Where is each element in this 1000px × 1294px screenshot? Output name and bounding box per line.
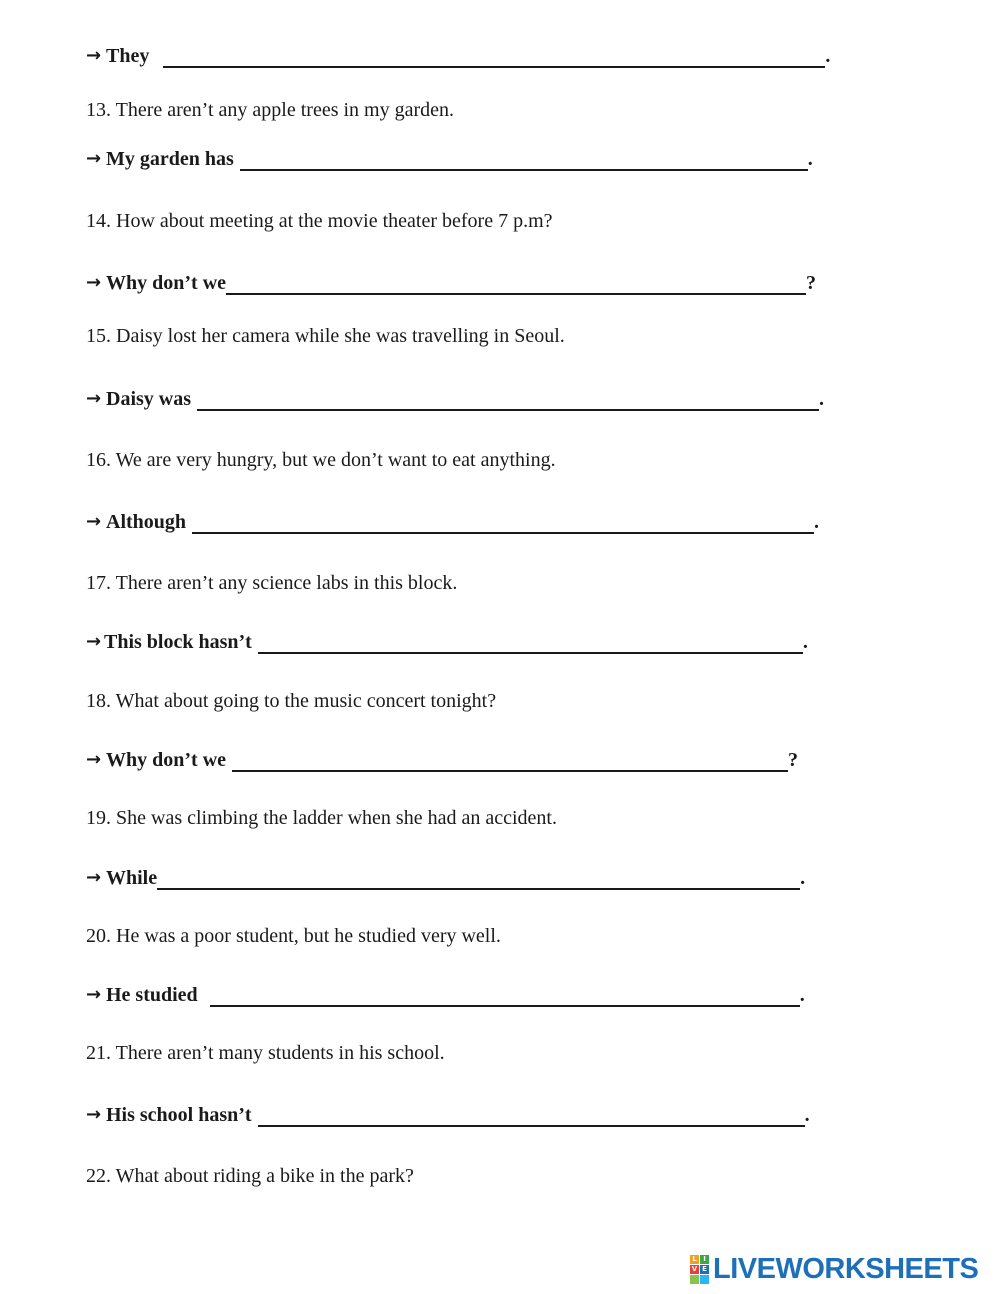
- question-21: 21. There aren’t many students in his school.: [86, 1042, 445, 1064]
- question-13: 13. There aren’t any apple trees in my garden.: [86, 99, 455, 121]
- answer-end-punctuation: ?: [788, 749, 799, 771]
- answer-line: [86, 387, 824, 411]
- answer-prefix: Although: [106, 511, 187, 533]
- answer-blank[interactable]: [192, 514, 814, 534]
- answer-line: [86, 147, 813, 171]
- answer-line: [86, 983, 805, 1007]
- logo-mark-block: [690, 1275, 699, 1284]
- answer-blank[interactable]: [258, 634, 803, 654]
- question-19: 19. She was climbing the ladder when she had an accident.: [86, 807, 557, 829]
- arrow-icon: →: [86, 1104, 102, 1125]
- question-22: 22. What about riding a bike in the park?: [86, 1165, 414, 1187]
- arrow-icon: →: [86, 867, 102, 888]
- answer-prefix: Why don’t we: [106, 272, 227, 294]
- answer-blank[interactable]: [232, 752, 788, 772]
- arrow-icon: →: [86, 984, 102, 1005]
- answer-end-punctuation: .: [825, 45, 831, 67]
- arrow-icon: →: [86, 511, 102, 532]
- answer-end-punctuation: .: [799, 984, 805, 1006]
- answer-blank[interactable]: [163, 48, 825, 68]
- question-20: 20. He was a poor student, but he studied very well.: [86, 925, 501, 947]
- answer-line: [86, 271, 816, 295]
- answer-line: [86, 630, 808, 654]
- arrow-icon: →: [86, 388, 102, 409]
- answer-blank[interactable]: [157, 870, 800, 890]
- answer-blank[interactable]: [240, 151, 808, 171]
- liveworksheets-logo: [690, 1254, 978, 1284]
- answer-line: [86, 44, 830, 68]
- question-17: 17. There aren’t any science labs in this block.: [86, 572, 458, 594]
- answer-prefix: This block hasn’t: [104, 631, 252, 653]
- answer-end-punctuation: .: [819, 388, 825, 410]
- liveworksheets-mark-icon: [690, 1255, 709, 1284]
- answer-prefix: Daisy was: [106, 388, 192, 410]
- answer-end-punctuation: .: [802, 631, 808, 653]
- logo-mark-block: [700, 1275, 709, 1284]
- question-16: 16. We are very hungry, but we don’t want to eat anything.: [86, 449, 556, 471]
- question-18: 18. What about going to the music concert tonight?: [86, 690, 497, 712]
- answer-prefix: While: [106, 867, 158, 889]
- answer-blank[interactable]: [197, 391, 819, 411]
- answer-prefix: He studied: [106, 984, 198, 1006]
- answer-line: [86, 748, 798, 772]
- logo-mark-letter: V: [691, 1264, 698, 1273]
- answer-end-punctuation: .: [804, 1104, 810, 1126]
- answer-blank[interactable]: [226, 275, 806, 295]
- answer-end-punctuation: ?: [806, 272, 817, 294]
- answer-line: [86, 866, 805, 890]
- logo-mark-letter: L: [690, 1255, 699, 1264]
- logo-mark-letter: I: [700, 1255, 709, 1264]
- answer-prefix: My garden has: [106, 148, 234, 170]
- brand-name: LIVEWORKSHEETS: [713, 1252, 979, 1285]
- arrow-icon: →: [86, 749, 102, 770]
- question-14: 14. How about meeting at the movie theater before 7 p.m?: [86, 210, 553, 232]
- arrow-icon: →: [86, 272, 102, 293]
- answer-blank[interactable]: [258, 1107, 805, 1127]
- answer-prefix: They: [106, 45, 150, 67]
- arrow-icon: →: [86, 631, 102, 652]
- answer-end-punctuation: .: [807, 148, 813, 170]
- answer-prefix: His school hasn’t: [106, 1104, 252, 1126]
- logo-mark-letter: E: [700, 1265, 709, 1274]
- answer-line: [86, 1103, 810, 1127]
- answer-end-punctuation: .: [814, 511, 820, 533]
- question-15: 15. Daisy lost her camera while she was travelling in Seoul.: [86, 325, 565, 347]
- answer-line: [86, 510, 819, 534]
- answer-prefix: Why don’t we: [106, 749, 227, 771]
- arrow-icon: →: [86, 148, 102, 169]
- arrow-icon: →: [86, 45, 102, 66]
- answer-blank[interactable]: [210, 987, 800, 1007]
- answer-end-punctuation: .: [800, 867, 806, 889]
